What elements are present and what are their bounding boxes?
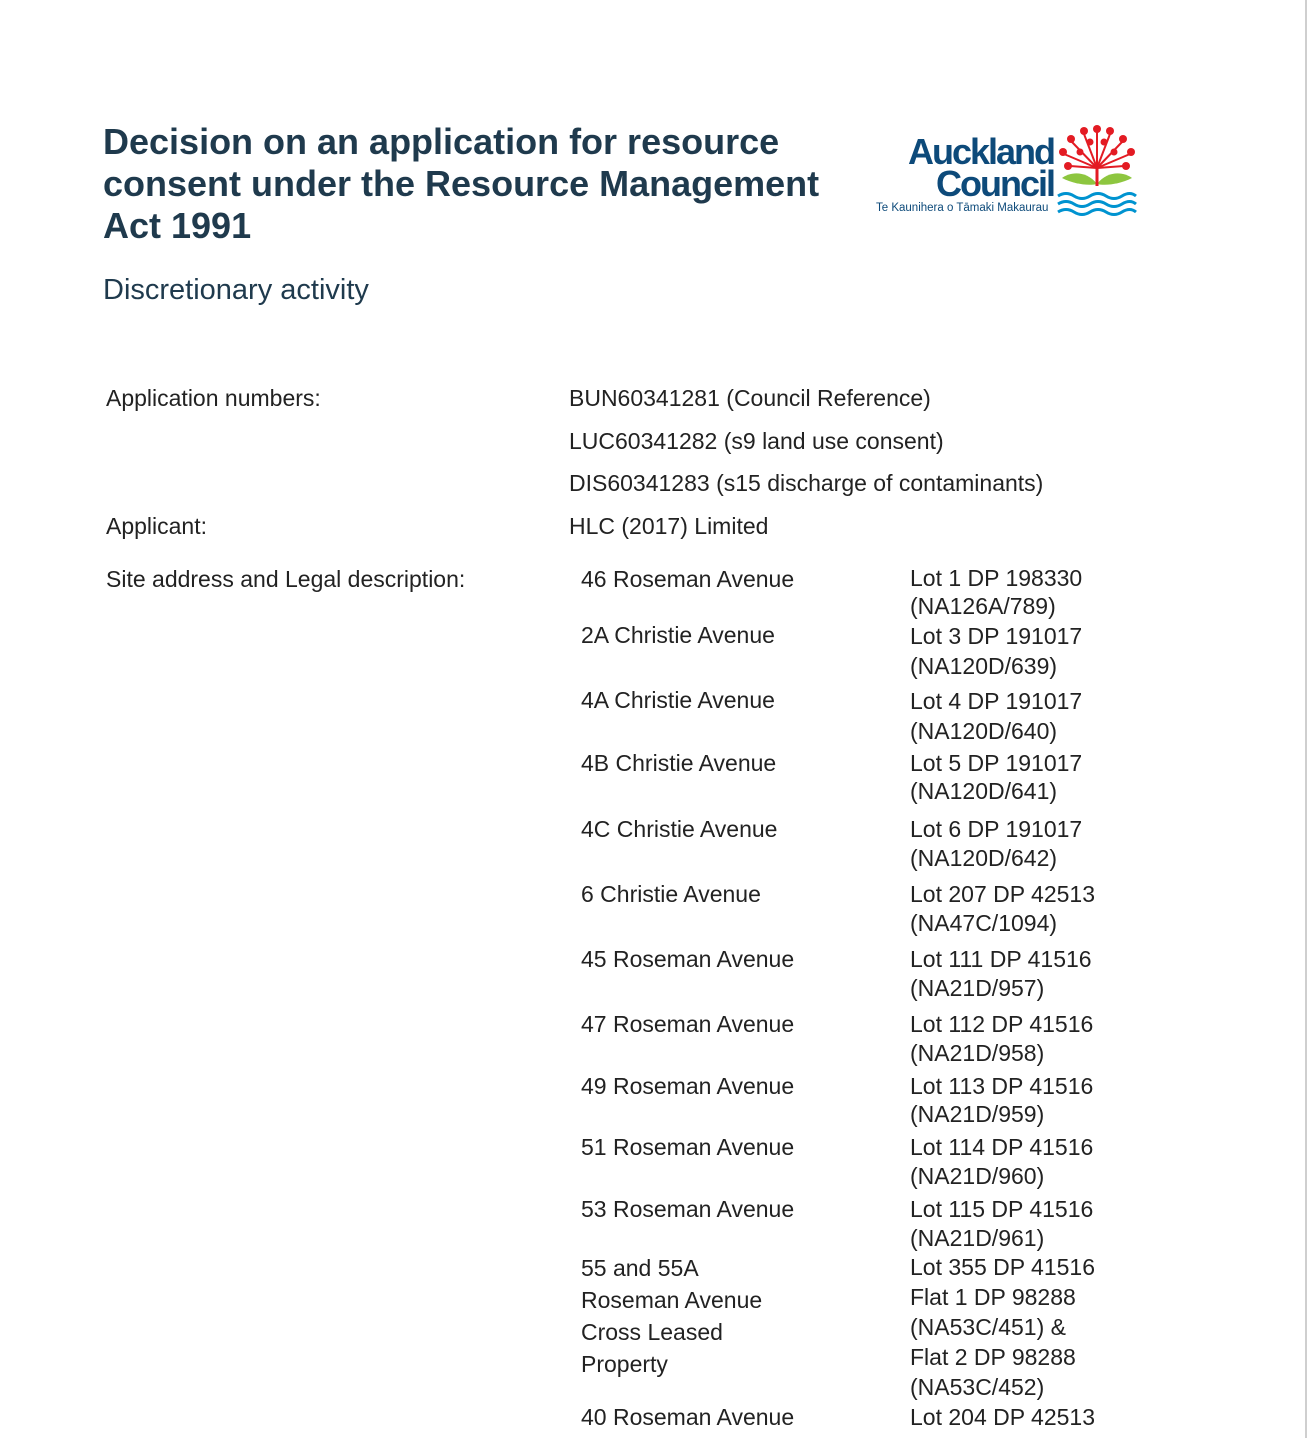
legal-line: (NA120D/642)	[910, 845, 1058, 871]
legal-line: Lot 112 DP 41516	[910, 1011, 1094, 1037]
site-address-label: Site address and Legal description:	[106, 566, 466, 592]
site-address: 49 Roseman Avenue	[581, 1073, 795, 1099]
legal-description	[910, 1403, 1095, 1431]
legal-description	[910, 1010, 1093, 1068]
site-address: 2A Christie Avenue	[581, 622, 775, 648]
legal-line: (NA21D/957)	[910, 975, 1045, 1001]
legal-description	[910, 621, 1082, 681]
site-address: 40 Roseman Avenue	[581, 1404, 795, 1430]
legal-line: Lot 4 DP 191017	[910, 688, 1083, 714]
address-line: Property	[581, 1351, 668, 1377]
legal-description	[910, 1252, 1095, 1402]
legal-line: Lot 355 DP 41516	[910, 1254, 1096, 1280]
site-address: 47 Roseman Avenue	[581, 1011, 795, 1037]
logo-word-auckland: Auckland	[907, 131, 1054, 172]
application-number: LUC60341282 (s9 land use consent)	[569, 428, 944, 454]
site-address	[581, 1252, 762, 1380]
legal-description	[910, 1195, 1093, 1253]
address-line: 55 and 55A	[581, 1255, 699, 1281]
legal-line: (NA53C/451) &	[910, 1314, 1066, 1340]
legal-line: Lot 111 DP 41516	[910, 946, 1092, 972]
logo-tagline: Te Kaunihera o Tāmaki Makaurau	[876, 202, 1049, 214]
legal-description	[910, 815, 1082, 873]
legal-line: Lot 1 DP 198330	[910, 565, 1083, 591]
legal-line: Lot 6 DP 191017	[910, 816, 1083, 842]
legal-line: (NA21D/959)	[910, 1101, 1045, 1127]
pohutukawa-flower-icon	[1056, 122, 1138, 220]
application-numbers-label: Application numbers:	[106, 385, 321, 411]
address-line: Cross Leased	[581, 1319, 723, 1345]
legal-line: (NA53C/452)	[910, 1374, 1045, 1400]
applicant-label: Applicant:	[106, 513, 208, 539]
legal-line: Lot 5 DP 191017	[910, 750, 1083, 776]
activity-type: Discretionary activity	[103, 274, 369, 306]
legal-line: (NA120D/640)	[910, 718, 1058, 744]
legal-line: Lot 113 DP 41516	[910, 1073, 1094, 1099]
site-address: 4B Christie Avenue	[581, 750, 777, 776]
application-number: BUN60341281 (Council Reference)	[569, 385, 931, 411]
site-address: 4A Christie Avenue	[581, 687, 775, 713]
site-address: 51 Roseman Avenue	[581, 1134, 795, 1160]
legal-description	[910, 1133, 1093, 1191]
legal-line: Lot 207 DP 42513	[910, 881, 1096, 907]
site-address: 53 Roseman Avenue	[581, 1196, 795, 1222]
legal-line: (NA21D/960)	[910, 1163, 1045, 1189]
applicant-name: HLC (2017) Limited	[569, 513, 769, 539]
legal-description	[910, 945, 1092, 1003]
legal-description	[910, 1072, 1093, 1128]
legal-line: (NA21D/961)	[910, 1225, 1045, 1251]
legal-line: Lot 114 DP 41516	[910, 1134, 1094, 1160]
title-line: consent under the Resource Management	[103, 163, 820, 204]
legal-description	[910, 880, 1095, 938]
legal-line: (NA21D/958)	[910, 1040, 1045, 1066]
legal-line: Flat 1 DP 98288	[910, 1284, 1076, 1310]
auckland-council-logo	[872, 122, 1142, 222]
site-address: 6 Christie Avenue	[581, 881, 761, 907]
address-line: Roseman Avenue	[581, 1287, 763, 1313]
legal-line: Lot 3 DP 191017	[910, 623, 1083, 649]
legal-line: Flat 2 DP 98288	[910, 1344, 1076, 1370]
legal-line: Lot 204 DP 42513	[910, 1404, 1096, 1430]
legal-description	[910, 686, 1082, 746]
title-line: Act 1991	[103, 205, 252, 246]
application-number: DIS60341283 (s15 discharge of contaminants)	[569, 470, 1044, 496]
document-title	[103, 121, 863, 247]
site-address: 45 Roseman Avenue	[581, 946, 795, 972]
legal-description	[910, 749, 1082, 805]
legal-line: (NA120D/639)	[910, 653, 1058, 679]
site-address: 46 Roseman Avenue	[581, 566, 795, 592]
legal-line: (NA47C/1094)	[910, 910, 1058, 936]
legal-line: (NA120D/641)	[910, 778, 1058, 804]
site-address: 4C Christie Avenue	[581, 816, 778, 842]
logo-word-council: Council	[936, 163, 1054, 204]
title-line: Decision on an application for resource	[103, 121, 780, 162]
legal-line: Lot 115 DP 41516	[910, 1196, 1094, 1222]
legal-description	[910, 564, 1082, 620]
legal-line: (NA126A/789)	[910, 593, 1056, 619]
